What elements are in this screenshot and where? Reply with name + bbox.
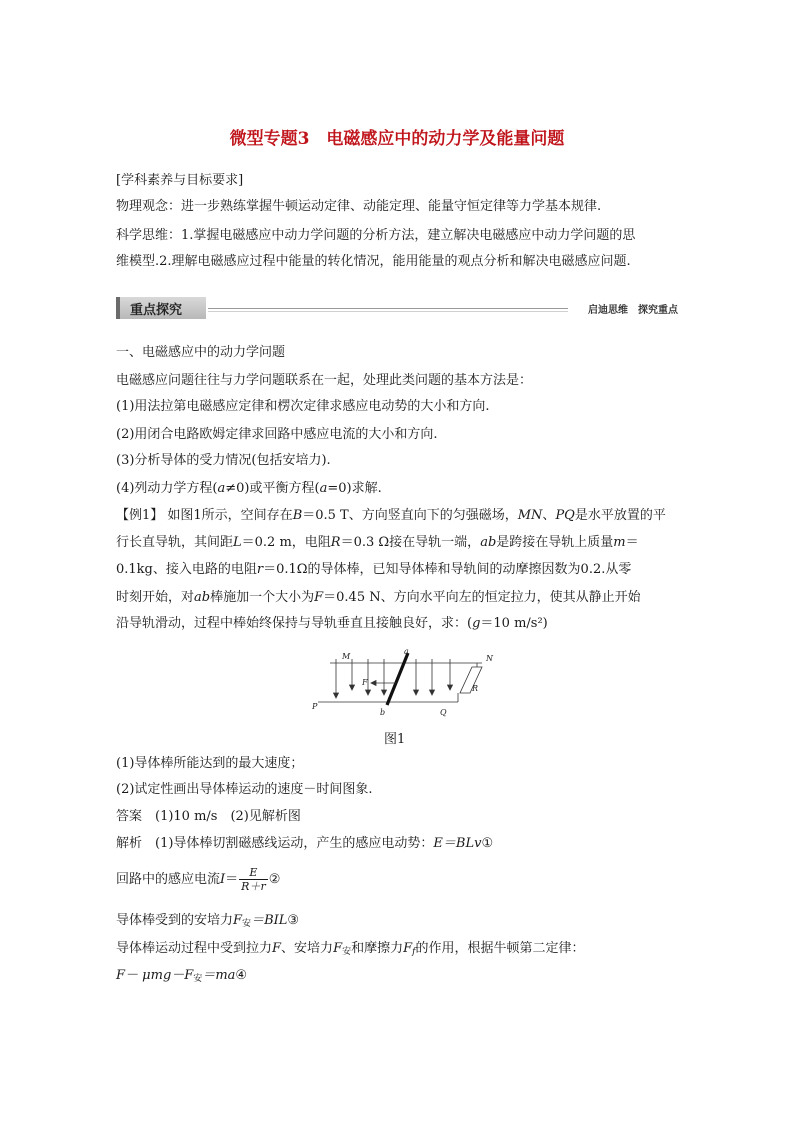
label-R: R bbox=[472, 684, 479, 693]
section-banner bbox=[116, 297, 678, 319]
ex1-l1-PQ: PQ bbox=[555, 508, 575, 523]
ex1-l4-F: F bbox=[314, 590, 324, 605]
label-M: M bbox=[342, 652, 351, 661]
ex1-l2-R: R bbox=[330, 535, 341, 550]
ex1-l1-c: 、 bbox=[542, 508, 556, 523]
ex1-l2-d: 是跨接在导轨上质量 bbox=[496, 535, 614, 550]
label-Q: Q bbox=[440, 708, 447, 717]
sol-l4-sub: 安 bbox=[342, 947, 352, 957]
fraction-denominator: R＋r bbox=[241, 880, 266, 893]
banner-rule bbox=[208, 308, 568, 309]
label-N: N bbox=[486, 654, 493, 663]
solution-line-3 bbox=[116, 912, 676, 933]
ex1-l2-m: m bbox=[613, 535, 626, 550]
label-F: F bbox=[362, 678, 368, 687]
sol-l5-sub: 安 bbox=[193, 974, 203, 984]
ex1-l1-MN: MN bbox=[517, 508, 543, 523]
sol-l2-a: 回路中的感应电流 bbox=[116, 872, 221, 887]
ex1-l4-a: 时刻开始，对 bbox=[116, 590, 195, 605]
banner-label: 重点探究 bbox=[130, 303, 183, 318]
ex1-l2-ab: ab bbox=[480, 535, 497, 550]
method-step-4 bbox=[116, 480, 676, 498]
ex1-l2-e: ＝ bbox=[625, 535, 639, 550]
question-1: (1)导体棒所能达到的最大速度； bbox=[116, 756, 304, 771]
sol-l3-F: F bbox=[233, 913, 243, 928]
sol-l3-a: 导体棒受到的安培力 bbox=[116, 913, 234, 928]
ex1-l5-g: g bbox=[472, 616, 481, 631]
example-line-4 bbox=[116, 589, 676, 607]
sol-l4-F2: F bbox=[333, 941, 343, 956]
figure-caption: 图1 bbox=[384, 732, 406, 747]
ex1-l4-c: ＝0.45 N、方向水平向左的恒定拉力，使其从静止开始 bbox=[323, 590, 641, 605]
solution-line-2 bbox=[116, 866, 676, 896]
section-lead: 电磁感应问题往往与力学问题联系在一起，处理此类问题的基本方法是： bbox=[116, 373, 533, 388]
ex1-l2-L: L bbox=[233, 535, 242, 550]
sol-l3-sub: 安 bbox=[242, 919, 252, 929]
section-heading: 一、电磁感应中的动力学问题 bbox=[116, 345, 286, 360]
question-2: (2)试定性画出导体棒运动的速度－时间图象. bbox=[116, 782, 373, 797]
sol-l4-b: 、安培力 bbox=[281, 941, 334, 956]
sol-l3-eq: ＝BIL bbox=[251, 913, 288, 928]
sol-l5-b: ＝ma bbox=[202, 968, 236, 983]
example-line-3 bbox=[116, 561, 676, 579]
sol-l1-a: 解析 (1)导体棒切割磁感线运动，产生的感应电动势： bbox=[116, 836, 434, 851]
example-line-5 bbox=[116, 615, 676, 633]
sol-l4-c: 和摩擦力 bbox=[351, 941, 404, 956]
sol-l2-I: I bbox=[220, 872, 226, 887]
step4-var-a2: a bbox=[319, 481, 328, 496]
sol-l4-Ff: F bbox=[403, 941, 413, 956]
resistor-R bbox=[460, 667, 482, 693]
ex1-l2-a: 行长直导轨，其间距 bbox=[116, 535, 234, 550]
sol-l5-a: － μmg－ bbox=[125, 968, 185, 983]
method-step-1: (1)用法拉第电磁感应定律和楞次定律求感应电动势的大小和方向. bbox=[116, 399, 490, 414]
step4-var-a: a bbox=[217, 481, 226, 496]
page-title: 微型专题3 电磁感应中的动力学及能量问题 bbox=[229, 129, 565, 149]
sol-l3-mark: ③ bbox=[287, 913, 300, 928]
solution-line-4 bbox=[116, 940, 676, 961]
solution-line-1 bbox=[116, 835, 676, 853]
banner-right-text: 启迪思维 探究重点 bbox=[588, 305, 678, 316]
sol-l4-a: 导体棒运动过程中受到拉力 bbox=[116, 941, 273, 956]
sol-l1-eq: E＝BLv bbox=[433, 836, 482, 851]
step4-part-c: =0)求解. bbox=[327, 481, 382, 496]
label-P: P bbox=[312, 702, 318, 711]
ex1-l4-ab: ab bbox=[194, 590, 211, 605]
step4-part-a: (4)列动力学方程( bbox=[116, 481, 218, 496]
sol-l5-mark: ④ bbox=[235, 968, 248, 983]
ex1-l5-b: ＝10 m/s²) bbox=[480, 616, 548, 631]
solution-line-5 bbox=[116, 967, 676, 988]
sol-l5-F: F bbox=[116, 968, 126, 983]
physics-concept: 物理观念：进一步熟练掌握牛顿运动定律、动能定理、能量守恒定律等力学基本规律. bbox=[116, 199, 602, 214]
ex1-l2-c: ＝0.3 Ω接在导轨一端， bbox=[340, 535, 481, 550]
science-thinking-line-1: 科学思维：1.掌握电磁感应中动力学问题的分析方法，建立解决电磁感应中动力学问题的思 bbox=[116, 228, 636, 243]
fraction-numerator: E bbox=[239, 866, 268, 880]
sol-l5-F2: F bbox=[184, 968, 194, 983]
answer-line: 答案 (1)10 m/s (2)见解析图 bbox=[116, 809, 301, 824]
conductor-rod-ab bbox=[387, 653, 408, 705]
ex1-l2-b: ＝0.2 m，电阻 bbox=[241, 535, 331, 550]
ex1-l3-b: ＝0.1Ω的导体棒，已知导体棒和导轨间的动摩擦因数为0.2.从零 bbox=[263, 562, 632, 577]
banner-box bbox=[116, 297, 206, 319]
label-b: b bbox=[380, 708, 386, 717]
ex1-l1-b: ＝0.5 T、方向竖直向下的匀强磁场， bbox=[302, 508, 518, 523]
current-fraction bbox=[239, 866, 268, 893]
label-a: a bbox=[404, 647, 409, 656]
ex1-l3-a: 0.1kg、接入电路的电阻 bbox=[116, 562, 257, 577]
step4-part-b: ≠0)或平衡方程( bbox=[225, 481, 320, 496]
sol-l4-d: 的作用，根据牛顿第二定律： bbox=[415, 941, 585, 956]
method-step-3: (3)分析导体的受力情况(包括安培力). bbox=[116, 453, 331, 468]
sol-l4-F: F bbox=[272, 941, 282, 956]
ex1-l3-r: r bbox=[256, 562, 264, 577]
ex1-l4-b: 棒施加一个大小为 bbox=[210, 590, 315, 605]
ex1-l5-a: 沿导轨滑动，过程中棒始终保持与导轨垂直且接触良好，求：( bbox=[116, 616, 473, 631]
sol-l4-subf: f bbox=[412, 947, 416, 957]
banner-rule-secondary bbox=[208, 311, 568, 312]
example-line-1 bbox=[116, 507, 676, 525]
rail-diagram bbox=[312, 645, 494, 720]
force-arrow bbox=[371, 681, 396, 686]
sol-l2-mark: ② bbox=[268, 872, 281, 887]
example-line-2 bbox=[116, 534, 676, 552]
sol-l1-mark: ① bbox=[481, 836, 494, 851]
ex1-l1-d: 是水平放置的平 bbox=[574, 508, 666, 523]
ex1-l1-a: 【例1】 如图1所示，空间存在 bbox=[116, 508, 293, 523]
science-thinking-line-2: 维模型.2.理解电磁感应过程中能量的转化情况，能用能量的观点分析和解决电磁感应问题. bbox=[116, 254, 631, 269]
goals-heading: [学科素养与目标要求] bbox=[116, 173, 244, 188]
sol-l2-eq: ＝ bbox=[225, 872, 239, 887]
ex1-l1-B: B bbox=[292, 508, 303, 523]
method-step-2: (2)用闭合电路欧姆定律求回路中感应电流的大小和方向. bbox=[116, 427, 438, 442]
